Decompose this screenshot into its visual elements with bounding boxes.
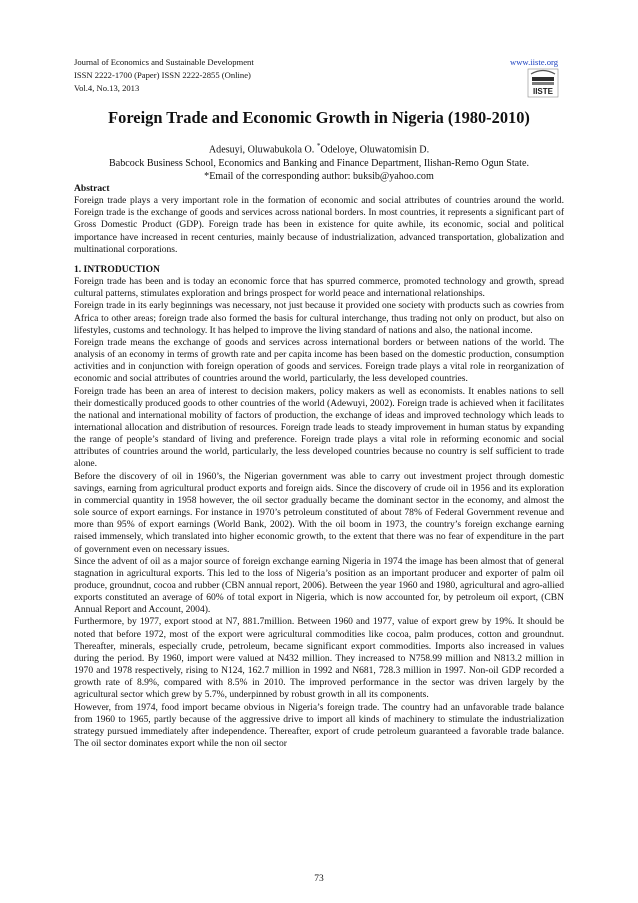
corresponding-email: *Email of the corresponding author: buksib@yahoo.com	[204, 171, 434, 183]
intro-paragraph: However, from 1974, food import became obvious in Nigeria’s foreign trade. The country had an unfavorable trade balance from 1960 to 1965, partly because of the aggressive drive to import all kinds of machinery to stimulate the industrialization strategy pursued immediately after independence. Thereafter, export of crude petroleum guaranteed a favorable trade balance. The oil sector dominates export while the non oil sector	[74, 701, 564, 750]
first-author: Adesuyi, Oluwabukola O.	[208, 144, 315, 156]
author-line	[74, 140, 564, 157]
paper-body	[74, 183, 564, 750]
paper-title: Foreign Trade and Economic Growth in Nigeria (1980-2010)	[108, 108, 530, 127]
intro-paragraph: Foreign trade has been and is today an economic force that has spurred commerce, promoted technology and growth, spread cultural patterns, stimulates exploration and brings prospect for world peace and international relationships.	[74, 276, 564, 300]
affiliation: Babcock Business School, Economics and Banking and Finance Department, Ilishan-Remo Ogun State.	[109, 157, 529, 169]
intro-paragraph: Foreign trade in its early beginnings was necessary, not just because it provided one society with products such as cowries from Africa to other areas; foreign trade also formed the basis for cultural interchange, thus trading not only on product, but also on lifestyles, customs and technology. It has helped to improve the living standard of nations and also, the national income.	[74, 300, 564, 336]
intro-paragraph: Foreign trade has been an area of interest to decision makers, policy makers as well as economists. It enables nations to sell their domestically produced goods to other countries of the world (Adewuyi, 2002). Foreign trade is achieved when it facilitates the national and international mobility of factors of production, the exchange of ideas and improved technology which leads to international allocation and distribution of resources. Foreign trade leads to steady improvement in human status by expanding the range of people’s standard of living and preference. Foreign trade plays a vital role in reforming economic and social attributes of countries around the world, particularly, the less developed countries because no country is self sufficient to trade alone.	[74, 385, 564, 470]
journal-volume: Vol.4, No.13, 2013	[74, 83, 140, 93]
iiste-logo	[527, 68, 559, 98]
intro-paragraph: Furthermore, by 1977, export stood at N7, 881.7million. Between 1960 and 1977, value of export grew by 19%. It should be noted that before 1972, most of the export were agricultural commodities like cocoa, palm produces, cotton and groundnut. Thereafter, minerals, especially crude, petroleum, became significant export commodities. Imports also increased in values during the period. By 1960, import were valued at N432 million. They increased to N758.99 million and N813.2 million in 1970 and 1978 respectively, rising to N124, 162.7 million in 1992 and N681, 728.3 million in 1997. Non-oil GDP recorded a growth rate of 8.9%, compared with 8.5% in 2010. The improved performance in the sector was driven largely by the agricultural sector which grew by 5.7%, underpinned by robust growth in all its components.	[74, 616, 564, 701]
journal-issn: ISSN 2222-1700 (Paper) ISSN 2222-2855 (Online)	[74, 70, 251, 80]
introduction-heading: 1. INTRODUCTION	[74, 263, 160, 275]
page-number: 73	[314, 874, 324, 884]
journal-header	[74, 56, 564, 95]
abstract-text: Foreign trade plays a very important role in the formation of economic and social attributes of countries around the world. Foreign trade is the exchange of goods and services across national borders. In most countries, it represents a significant part of Gross Domestic Product (GDP). Foreign trade has been in existence for quite awhile, its economic, social and political importance have increased in recent centuries, mainly because of industrialization, advanced transportation, globalization and multinational corporations.	[74, 195, 564, 255]
intro-paragraph: Since the advent of oil as a major source of foreign exchange earning Nigeria in 1974 the image has been almost that of general stagnation in agricultural exports. This led to the loss of Nigeria’s position as an important producer and exporter of palm oil produce, groundnut, cocoa and rubber (CBN annual report, 2006). Between the year 1960 and 1980, agricultural and agro-allied exports constituted an average of 60% of total export in Nigeria, which is now accounted for, by petroleum oil export, (CBN Annual Report and Account, 2004).	[74, 555, 564, 616]
journal-name: Journal of Economics and Sustainable Development	[74, 57, 254, 67]
author-block	[74, 140, 564, 184]
co-author: Odeloye, Oluwatomisin D.	[320, 144, 430, 156]
corresponding-mark: *	[316, 142, 321, 150]
intro-paragraph: Before the discovery of oil in 1960’s, the Nigerian government was able to carry out investment project through domestic savings, earning from agricultural product exports and foreign aids. Since the discovery of crude oil in 1956 and its exploration in commercial quantity in 1958 however, the oil sector gradually became the dominant sector in the economy, and almost the sole source of export earnings. For instance in 1970’s petroleum constituted of about 78% of Federal Government revenue and more than 95% of export earnings (World Bank, 2002). With the oil boom in 1973, the country’s foreign exchange earning raised immensely, which translated into higher economic growth, to the extent that there was no fear of expenditure in the part of government even on necessary issues.	[74, 470, 564, 555]
intro-paragraph: Foreign trade means the exchange of goods and services across international borders or between nations of the world. The analysis of an economy in terms of growth rate and per capita income has been based on the domestic production, consumption activities and in conjunction with foreign operation of goods and services. Foreign trade plays a vital role in reorganization of economic and social attributes of countries around the world, particularly, the less developed countries.	[74, 336, 564, 385]
logo-text: IISTE	[532, 87, 554, 96]
journal-url-link[interactable]: www.iiste.org	[510, 57, 558, 67]
abstract-heading: Abstract	[74, 183, 110, 194]
